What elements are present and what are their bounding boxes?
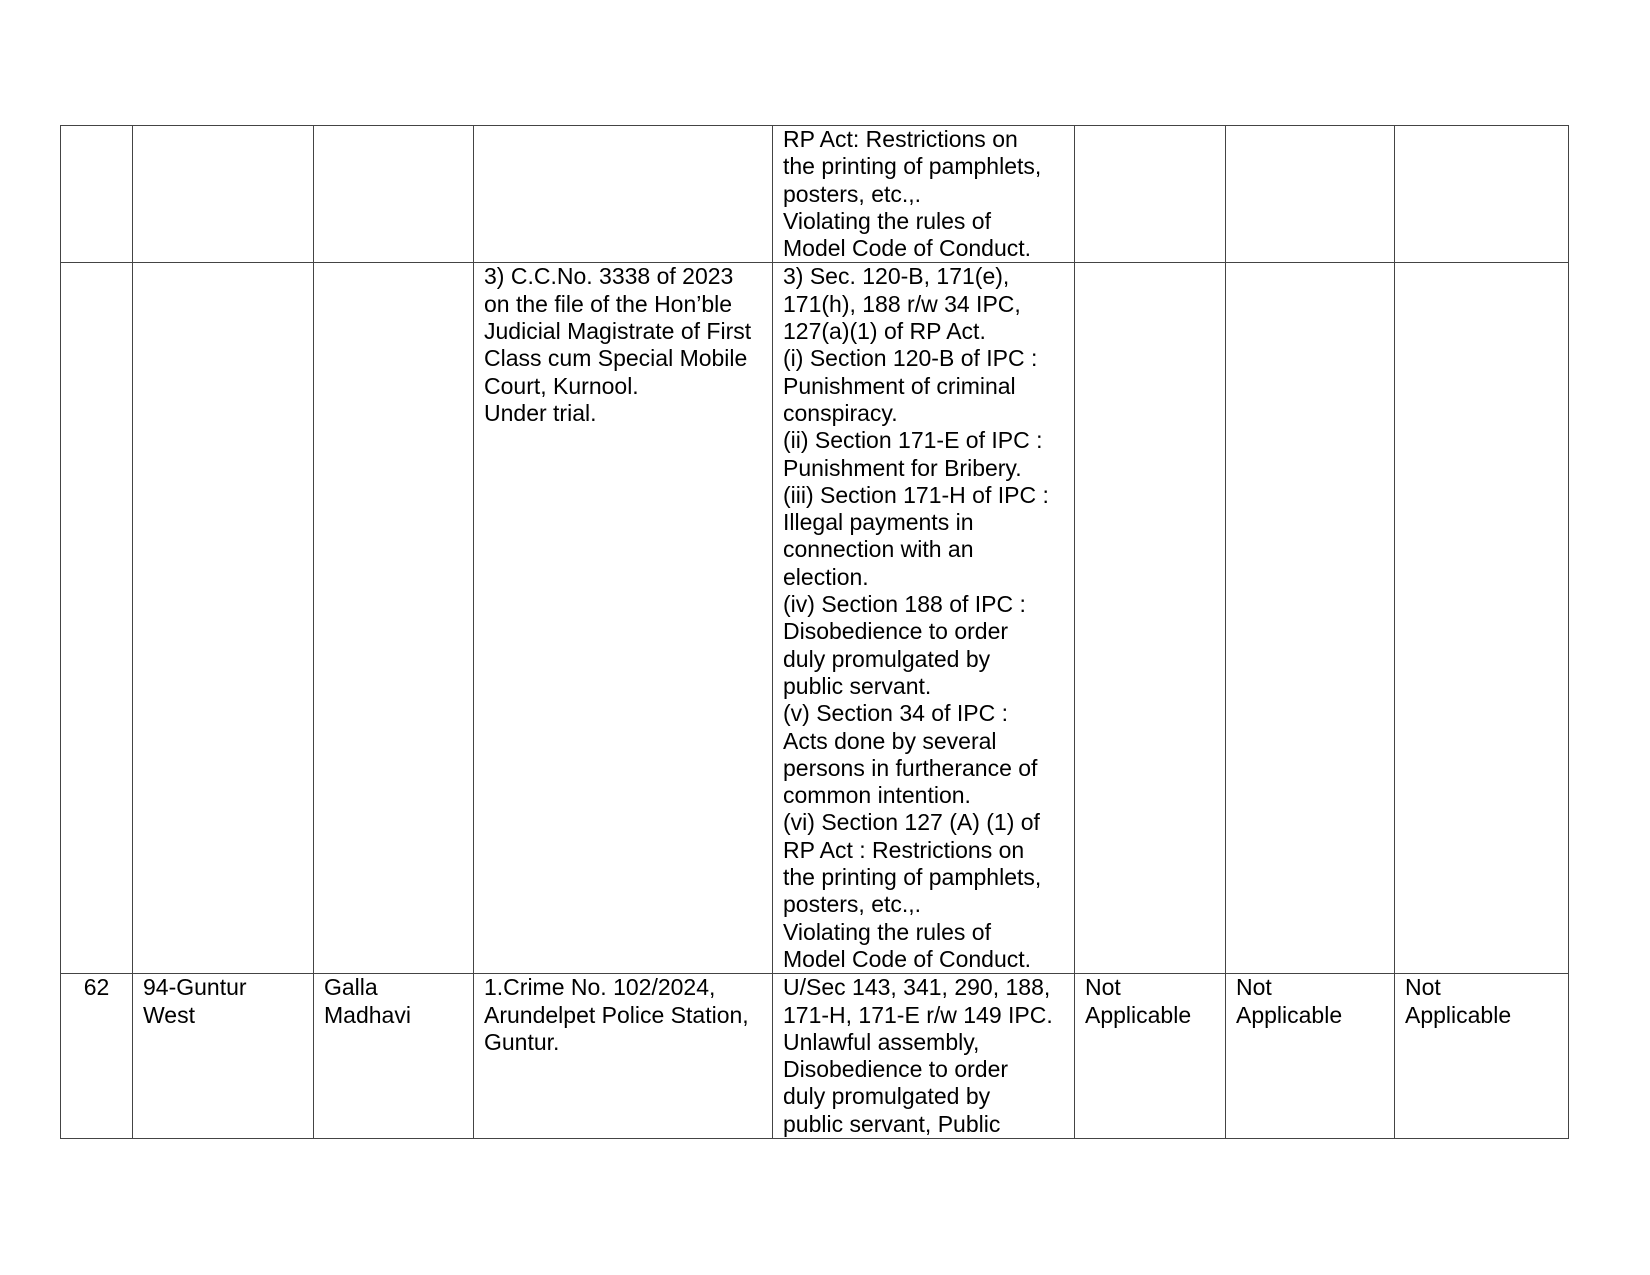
text-line: Punishment of criminal xyxy=(783,372,1016,399)
text-line: Model Code of Conduct. xyxy=(783,235,1032,262)
empty-cell xyxy=(1075,263,1226,974)
empty-cell xyxy=(1395,126,1569,263)
text-line: 3) Sec. 120-B, 171(e), xyxy=(783,263,1010,290)
text-line: the printing of pamphlets, xyxy=(783,864,1042,891)
text-line: Applicable xyxy=(1236,1001,1343,1028)
case-details-cell xyxy=(474,974,773,1139)
applicability-cell xyxy=(1395,974,1569,1139)
candidate-cell xyxy=(314,126,474,263)
text-line: (iv) Section 188 of IPC : xyxy=(783,591,1026,618)
text-line: 1.Crime No. 102/2024, xyxy=(484,974,716,1001)
empty-cell xyxy=(1226,126,1395,263)
text-line: Madhavi xyxy=(324,1001,411,1028)
text-line: Violating the rules of xyxy=(783,918,991,945)
empty-cell xyxy=(1075,126,1226,263)
text-line: U/Sec 143, 341, 290, 188, xyxy=(783,974,1051,1001)
text-line: Applicable xyxy=(1405,1001,1512,1028)
text-line: conspiracy. xyxy=(783,399,898,426)
table-row xyxy=(61,126,1569,263)
text-line: 94-Guntur xyxy=(143,974,247,1001)
text-line: 171-H, 171-E r/w 149 IPC. xyxy=(783,1001,1053,1028)
text-line: on the file of the Hon’ble xyxy=(484,290,733,317)
text-line: Punishment for Bribery. xyxy=(783,454,1022,481)
sl-no-cell xyxy=(61,974,133,1139)
document-table xyxy=(60,125,1569,1139)
sl-no-cell xyxy=(61,263,133,974)
text-line: 3) C.C.No. 3338 of 2023 xyxy=(484,263,734,290)
serial-number: 62 xyxy=(83,974,110,1001)
sections-cell xyxy=(773,974,1075,1139)
text-line: Acts done by several xyxy=(783,727,997,754)
text-line: (v) Section 34 of IPC : xyxy=(783,700,1008,727)
table-row xyxy=(61,263,1569,974)
text-line: duly promulgated by xyxy=(783,645,991,672)
text-line: Model Code of Conduct. xyxy=(783,945,1032,972)
table-row xyxy=(61,974,1569,1139)
applicability-cell xyxy=(1075,974,1226,1139)
case-details-cell xyxy=(474,126,773,263)
candidate-cell xyxy=(314,974,474,1139)
text-line: Class cum Special Mobile xyxy=(484,345,748,372)
constituency-cell xyxy=(133,263,314,974)
candidate-cell xyxy=(314,263,474,974)
text-line: 171(h), 188 r/w 34 IPC, xyxy=(783,290,1021,317)
text-line: Disobedience to order xyxy=(783,618,1009,645)
sl-no-cell xyxy=(61,126,133,263)
text-line: (iii) Section 171-H of IPC : xyxy=(783,481,1049,508)
text-line: Unlawful assembly, xyxy=(783,1028,980,1055)
text-line: Arundelpet Police Station, xyxy=(484,1001,749,1028)
sections-cell xyxy=(773,263,1075,974)
text-line: Not xyxy=(1085,974,1121,1001)
text-line: West xyxy=(143,1001,195,1028)
empty-cell xyxy=(1226,263,1395,974)
text-line: Violating the rules of xyxy=(783,207,991,234)
text-line: common intention. xyxy=(783,782,971,809)
text-line: Under trial. xyxy=(484,399,597,426)
text-line: posters, etc.,. xyxy=(783,891,922,918)
text-line: Illegal payments in xyxy=(783,509,974,536)
text-line: connection with an xyxy=(783,536,974,563)
text-line: RP Act: Restrictions on xyxy=(783,126,1018,152)
text-line: Guntur. xyxy=(484,1028,560,1055)
text-line: Not xyxy=(1236,974,1272,1001)
text-line: public servant. xyxy=(783,672,932,699)
text-line: Judicial Magistrate of First xyxy=(484,318,752,345)
text-line: Disobedience to order xyxy=(783,1056,1009,1083)
text-line: persons in furtherance of xyxy=(783,754,1038,781)
text-line: (vi) Section 127 (A) (1) of xyxy=(783,809,1040,836)
constituency-cell xyxy=(133,974,314,1139)
sections-cell xyxy=(773,126,1075,263)
text-line: RP Act : Restrictions on xyxy=(783,836,1025,863)
text-line: duly promulgated by xyxy=(783,1083,991,1110)
text-line: election. xyxy=(783,563,869,590)
applicability-cell xyxy=(1226,974,1395,1139)
text-line: the printing of pamphlets, xyxy=(783,153,1042,180)
text-line: (ii) Section 171-E of IPC : xyxy=(783,427,1043,454)
constituency-cell xyxy=(133,126,314,263)
text-line: 127(a)(1) of RP Act. xyxy=(783,318,986,345)
text-line: Court, Kurnool. xyxy=(484,372,639,399)
text-line: (i) Section 120-B of IPC : xyxy=(783,345,1038,372)
text-line: Not xyxy=(1405,974,1441,1001)
text-line: Applicable xyxy=(1085,1001,1192,1028)
text-line: posters, etc.,. xyxy=(783,180,922,207)
text-line: Galla xyxy=(324,974,378,1001)
case-details-cell xyxy=(474,263,773,974)
empty-cell xyxy=(1395,263,1569,974)
text-line: public servant, Public xyxy=(783,1110,1001,1137)
